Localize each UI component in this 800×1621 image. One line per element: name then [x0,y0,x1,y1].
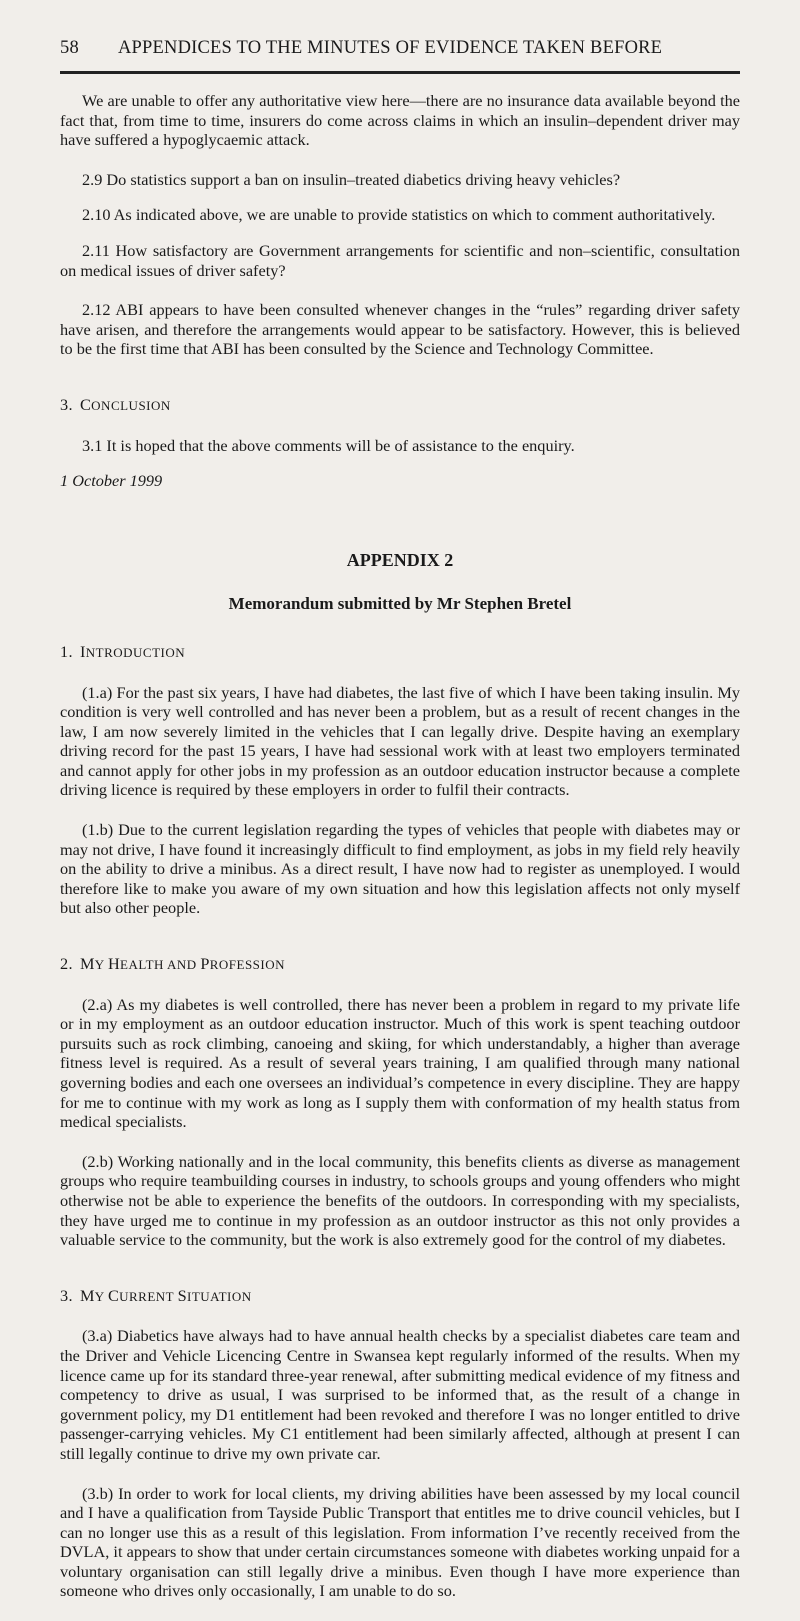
question-2-11: 2.11 How satisfactory are Government arrangements for scientific and non–scientific, consultation on medical issues of driver safety? [60,240,740,280]
section-heading-current-situation: 3. MY CURRENT SITUATION [60,1285,252,1305]
intro-paragraph: We are unable to offer any authoritative view here—there are no insurance data available beyond the fact that, from time to time, insurers do come across claims in which an insulin–dependent driver may have suffered a hypoglycaemic attack. [60,91,740,150]
answer-2-10: 2.10 As indicated above, we are unable to provide statistics on which to comment authoritatively. [82,205,716,225]
section-heading-health-profession: 2. MY HEALTH AND PROFESSION [60,954,286,974]
page-number: 58 [60,38,79,58]
paragraph-3a: (3.a) Diabetics have always had to have annual health checks by a specialist diabetes care team and the Driver and Vehicle Licencing Centre in Swansea kept regularly informed of the results. When my licence came up for its standard three-year renewal, after submitting medical evidence of my fitness and competency to drive as usual, I was surprised to be informed that, as the result of a change in government policy, my D1 entitlement had been revoked and therefore I was no longer entitled to drive passenger-carrying vehicles. My C1 entitlement had been similarly affected, although at present I can still legally continue to drive my own private car. [60,1326,740,1463]
document-body [60,91,740,1621]
paragraph-2a: (2.a) As my diabetes is well controlled, there has never been a problem in regard to my private life or in my employment as an outdoor education instructor. Much of this work is spent teaching outdoor pursuits such as rock climbing, canoeing and skiing, for which understandably, a higher than average fitness level is required. As a result of several years training, I am qualified through many national governing bodies and each one oversees an individual’s competence in every discipline. They are happy for me to continue with my work as long as I supply them with conformation of my health status from medical specialists. [60,994,740,1132]
appendix-subtitle: Memorandum submitted by Mr Stephen Bretel [228,594,572,614]
section-heading-conclusion: 3. CONCLUSION [60,394,171,414]
paragraph-1a: (1.a) For the past six years, I have had diabetes, the last five of which I have been taking insulin. My condition is very well controlled and has never been a problem, but as a result of recent changes in the law, I am now severely limited in the vehicles that I can legally drive. Despite having an exemplary driving record for the past 15 years, I have had sessional work with at least two employers terminated and cannot apply for other jobs in my profession as an outdoor education instructor because a complete driving licence is required by these employers in order to fulfil their contracts. [60,682,740,800]
running-title: APPENDICES TO THE MINUTES OF EVIDENCE TAKEN BEFORE [118,38,663,58]
paragraph-2b: (2.b) Working nationally and in the local community, this benefits clients as diverse as management groups who require teambuilding courses in industry, to schools groups and young offenders who might otherwise not be able to experience the benefits of the outdoors. In corresponding with my specialists, they have urged me to continue in my profession as an outdoor instructor as this not only provides a valuable service to the community, but the work is also extremely good for the control of my diabetes. [60,1151,740,1250]
appendix-title: APPENDIX 2 [346,549,454,570]
question-2-9: 2.9 Do statistics support a ban on insulin–treated diabetics driving heavy vehicles? [82,169,621,189]
section-heading-introduction: 1. INTRODUCTION [60,641,186,661]
date-line: 1 October 1999 [60,471,163,491]
paragraph-3-1: 3.1 It is hoped that the above comments will be of assistance to the enquiry. [82,435,575,455]
header-rule [60,71,740,74]
paragraph-3b: (3.b) In order to work for local clients, my driving abilities have been assessed by my local council and I have a qualification from Tayside Public Transport that entitles me to drive council vehicles, but I can no longer use this as a result of this legislation. From information I’ve recently received from the DVLA, it appears to show that under certain circumstances someone with diabetes working unpaid for a voluntary organisation can still legally drive a minibus. Even though I have more experience than someone who drives only occasionally, I am unable to do so. [60,1483,740,1601]
paragraph-1b: (1.b) Due to the current legislation regarding the types of vehicles that people with diabetes may or may not drive, I have found it increasingly difficult to find employment, as jobs in my field rely heavily on the ability to drive a minibus. As a direct result, I have now had to register as unemployed. I would therefore like to make you aware of my own situation and how this legislation affects not only myself but also other people. [60,820,740,918]
running-header [60,38,740,59]
answer-2-12: 2.12 ABI appears to have been consulted whenever changes in the “rules” regarding driver safety have arisen, and therefore the arrangements would appear to be satisfactory. However, this is believed to be the first time that ABI has been consulted by the Science and Technology Committee. [60,300,740,359]
